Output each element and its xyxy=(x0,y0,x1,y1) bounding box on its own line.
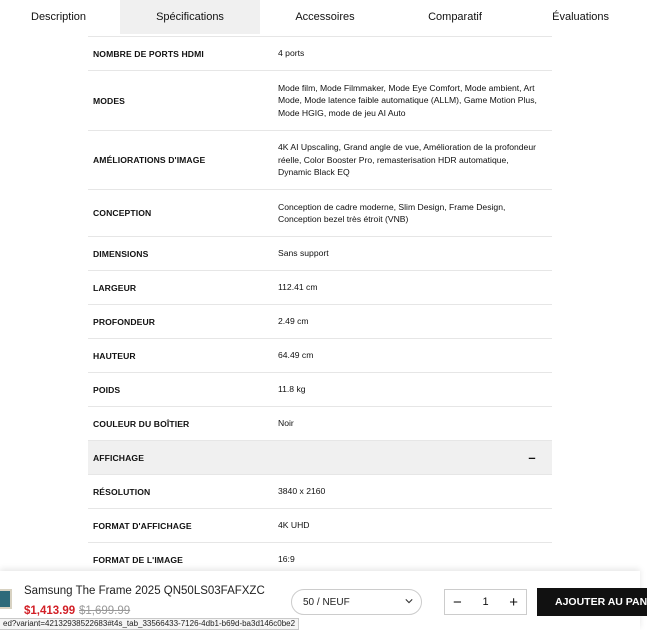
add-to-cart-button[interactable]: AJOUTER AU PANIER xyxy=(537,588,647,616)
spec-label: MODES xyxy=(93,95,126,106)
spec-value: 4K AI Upscaling, Grand angle de vue, Amélioration de la profondeur réelle, Color Booster Pro, remasterisation HDR automatique, Dynamic Black EQ xyxy=(278,142,536,178)
spec-row xyxy=(88,131,552,190)
quantity-stepper xyxy=(444,589,527,615)
spec-table xyxy=(88,36,552,577)
spec-label: POIDS xyxy=(93,384,121,395)
spec-label: NOMBRE DE PORTS HDMI xyxy=(93,48,204,59)
sale-price: $1,413.99 xyxy=(24,605,76,617)
tab-reviews[interactable]: Évaluations xyxy=(552,11,609,23)
quantity-plus-button[interactable]: + xyxy=(509,593,518,611)
spec-row xyxy=(88,509,552,543)
spec-row xyxy=(88,475,552,509)
spec-value: Noir xyxy=(278,418,294,429)
product-tabs xyxy=(0,0,640,34)
tab-specifications[interactable]: Spécifications xyxy=(120,0,260,34)
spec-row xyxy=(88,237,552,271)
spec-value: 3840 x 2160 xyxy=(278,486,326,497)
spec-row xyxy=(88,339,552,373)
spec-label: FORMAT DE L'IMAGE xyxy=(93,554,183,565)
spec-row xyxy=(88,190,552,237)
spec-row xyxy=(88,71,552,131)
spec-label: CONCEPTION xyxy=(93,208,152,218)
section-title: AFFICHAGE xyxy=(93,452,145,463)
spec-value: 64.49 cm xyxy=(278,350,314,361)
spec-label: PROFONDEUR xyxy=(93,316,156,327)
spec-row xyxy=(88,37,552,71)
spec-value: Conception de cadre moderne, Slim Design, Frame Design, Conception bezel très étroit (VNB) xyxy=(278,201,506,224)
spec-value: 11.8 kg xyxy=(278,384,306,395)
section-header-display[interactable] xyxy=(88,441,552,475)
compare-at-price: $1,699.99 xyxy=(79,605,131,617)
spec-label: RÉSOLUTION xyxy=(93,486,151,497)
spec-label: DIMENSIONS xyxy=(93,248,149,259)
spec-row xyxy=(88,305,552,339)
tab-description[interactable]: Description xyxy=(31,11,87,23)
spec-label: FORMAT D'AFFICHAGE xyxy=(93,520,192,531)
spec-label: AMÉLIORATIONS D'IMAGE xyxy=(93,155,206,165)
spec-row xyxy=(88,271,552,305)
product-thumbnail[interactable] xyxy=(0,589,12,609)
quantity-minus-button[interactable]: − xyxy=(453,593,462,611)
tab-accessories[interactable]: Accessoires xyxy=(295,11,355,23)
spec-value: 4 ports xyxy=(278,48,305,59)
status-bar-url: ed?variant=42132938522683#t4s_tab_33566433-7126-4db1-b69d-ba3d146c0be2 xyxy=(0,618,299,630)
spec-value: Mode film, Mode Filmmaker, Mode Eye Comfort, Mode ambient, Art Mode, Mode latence faible automatique (ALLM), Game Motion Plus, Mode HGIG, mode de jeu AI Auto xyxy=(278,82,537,118)
spec-label: HAUTEUR xyxy=(93,350,136,361)
spec-value: 4K UHD xyxy=(278,520,310,531)
spec-value: 2.49 cm xyxy=(278,316,309,327)
spec-label: COULEUR DU BOÎTIER xyxy=(93,418,190,429)
variant-select[interactable] xyxy=(291,589,422,615)
product-name: Samsung The Frame 2025 QN50LS03FAFXZC xyxy=(24,585,265,597)
tab-comparison[interactable]: Comparatif xyxy=(428,11,482,23)
spec-value: 112.41 cm xyxy=(278,282,318,293)
spec-label: LARGEUR xyxy=(93,282,137,293)
spec-row xyxy=(88,407,552,441)
spec-row xyxy=(88,373,552,407)
collapse-icon[interactable]: – xyxy=(528,450,536,465)
variant-selected-value: 50 / NEUF xyxy=(303,596,350,608)
chevron-down-icon xyxy=(405,597,413,605)
spec-value: Sans support xyxy=(278,248,329,259)
spec-value: 16:9 xyxy=(278,554,295,565)
quantity-value[interactable]: 1 xyxy=(482,596,489,608)
